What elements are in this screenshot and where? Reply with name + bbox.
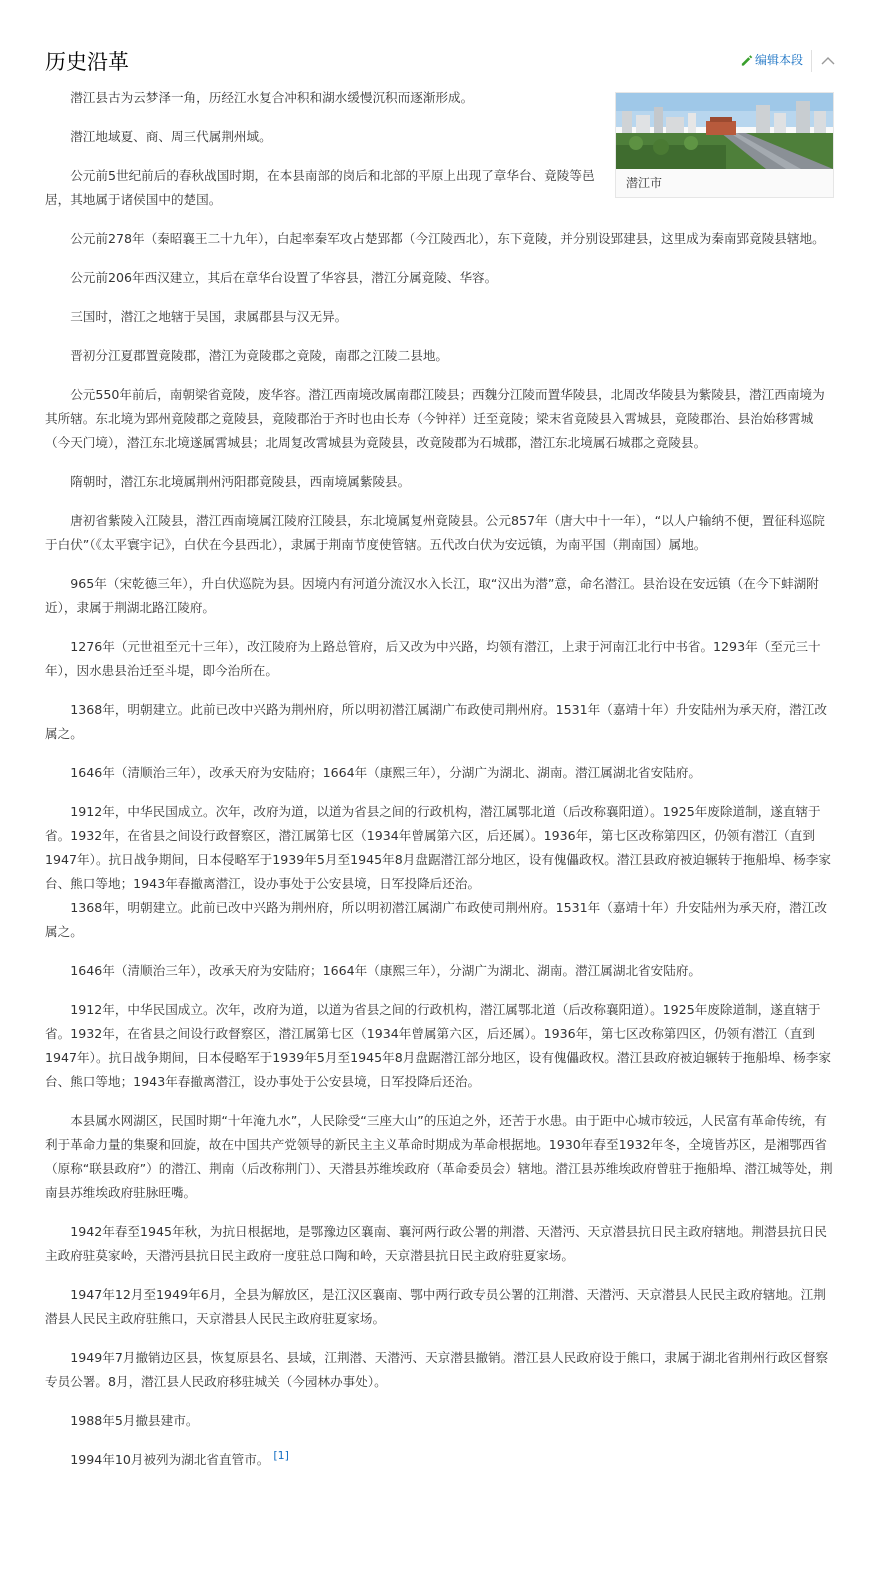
reference-link[interactable]: [1] (273, 1448, 289, 1462)
paragraph: 1368年，明朝建立。此前已改中兴路为荆州府，所以明初潜江属湖广布政使司荆州府。1531年（嘉靖十年）升安陆州为承天府，潜江改属之。 (45, 702, 827, 741)
image-caption[interactable]: 潜江市 (626, 176, 663, 190)
paragraph: 1368年，明朝建立。此前已改中兴路为荆州府，所以明初潜江属湖广布政使司荆州府。1531年（嘉靖十年）升安陆州为承天府，潜江改属之。 (45, 900, 827, 939)
paragraph: 隋朝时，潜江东北境属荆州沔阳郡竟陵县，西南境属紫陵县。 (70, 474, 411, 489)
paragraph: 1947年12月至1949年6月，全县为解放区，是江汉区襄南、鄂中两行政专员公署的江荆潜、天潜沔、天京潜县人民民主政府辖地。江荆潜县人民民主政府驻熊口，天京潜县人民民主政府驻夏家场。 (45, 1287, 826, 1326)
section-title: 历史沿革 (45, 50, 129, 74)
header-divider (811, 50, 812, 72)
paragraph: 公元550年前后，南朝梁省竟陵，废华容。潜江西南境改属南郡江陵县；西魏分江陵而置华陵县，北周改华陵县为紫陵县，潜江西南境为其所辖。东北境为郢州竟陵郡之竟陵县，竟陵郡治于齐时也由长寿（今钟祥）迁至竟陵；梁末省竟陵县入霄城县，竟陵郡治、县治始移霄城（今天门境），潜江东北境遂属霄城县；北周复改霄城县为竟陵县，改竟陵郡为石城郡，潜江东北境属石城郡之竟陵县。 (45, 387, 825, 450)
paragraph-text: 1994年10月被列为湖北省直管市。 (70, 1452, 270, 1467)
paragraph: 965年（宋乾德三年），升白伏巡院为县。因境内有河道分流汉水入长江，取“汉出为潜”意，命名潜江。县治设在安远镇（在今下蚌湖附近），隶属于荆湖北路江陵府。 (45, 576, 819, 615)
paragraph: 1942年春至1945年秋，为抗日根据地，是鄂豫边区襄南、襄河两行政公署的荆潜、天潜沔、天京潜县抗日民主政府辖地。荆潜县抗日民主政府驻莫家岭，天潜沔县抗日民主政府一度驻总口陶和岭，天京潜县抗日民主政府驻夏家场。 (45, 1224, 827, 1263)
edit-section-label: 编辑本段 (754, 53, 803, 67)
paragraph: 公元前278年（秦昭襄王二十九年），白起率秦军攻占楚郢都（今江陵西北），东下竟陵，并分别设郢建县，这里成为秦南郢竟陵县辖地。 (70, 231, 825, 246)
last-paragraph (45, 1448, 837, 1472)
paragraph: 三国时，潜江之地辖于吴国，隶属郡县与汉无异。 (70, 309, 348, 324)
paragraph: 1949年7月撤销边区县，恢复原县名、县域，江荆潜、天潜沔、天京潜县撤销。潜江县人民政府设于熊口，隶属于湖北省荆州行政区督察专员公署。8月，潜江县人民政府移驻城关（今园林办事处）。 (45, 1350, 829, 1389)
chevron-up-icon (819, 52, 837, 70)
paragraph: 1912年，中华民国成立。次年，改府为道，以道为省县之间的行政机构，潜江属鄂北道（后改称襄阳道）。1925年废除道制，遂直辖于省。1932年，在省县之间设行政督察区，潜江属第七区（1934年曾属第六区，后还属）。1936年，第七区改称第四区，仍领有潜江（直到1947年）。抗日战争期间，日本侵略军于1939年5月至1945年8月盘踞潜江部分地区，设有傀儡政权。潜江县政府被迫辗转于拖船埠、杨李家台、熊口等地；1943年春撤离潜江，设办事处于公安县境，日军投降后还治。 (45, 804, 831, 891)
paragraph: 1276年（元世祖至元十三年），改江陵府为上路总管府，后又改为中兴路，均领有潜江，上隶于河南江北行中书省。1293年（至元三十年），因水患县治迁至斗堤，即今治所在。 (45, 639, 821, 678)
paragraph: 1912年，中华民国成立。次年，改府为道，以道为省县之间的行政机构，潜江属鄂北道（后改称襄阳道）。1925年废除道制，遂直辖于省。1932年，在省县之间设行政督察区，潜江属第七区（1934年曾属第六区，后还属）。1936年，第七区改称第四区，仍领有潜江（直到1947年）。抗日战争期间，日本侵略军于1939年5月至1945年8月盘踞潜江部分地区，设有傀儡政权。潜江县政府被迫辗转于拖船埠、杨李家台、熊口等地；1943年春撤离潜江，设办事处于公安县境，日军投降后还治。 (45, 1002, 831, 1089)
paragraph: 晋初分江夏郡置竟陵郡，潜江为竟陵郡之竟陵，南郡之江陵二县地。 (70, 348, 448, 363)
pencil-icon (740, 54, 753, 67)
paragraph: 1988年5月撤县建市。 (70, 1413, 199, 1428)
edit-section-button[interactable] (740, 52, 803, 68)
collapse-button[interactable] (819, 52, 837, 70)
paragraph: 唐初省紫陵入江陵县，潜江西南境属江陵府江陵县，东北境属复州竟陵县。公元857年（唐大中十一年），“以人户输纳不便，置征科巡院于白伏”（《太平寰宇记》，白伏在今县西北），隶属于荆南节度使管辖。五代改白伏为安远镇，为南平国（荆南国）属地。 (45, 513, 825, 552)
paragraph: 潜江地域夏、商、周三代属荆州域。 (70, 129, 272, 144)
paragraph: 公元前206年西汉建立，其后在章华台设置了华容县，潜江分属竟陵、华容。 (70, 270, 498, 285)
paragraph: 1646年（清顺治三年），改承天府为安陆府；1664年（康熙三年），分湖广为湖北、湖南。潜江属湖北省安陆府。 (70, 963, 702, 978)
paragraph: 本县属水网湖区，民国时期“十年淹九水”，人民除受“三座大山”的压迫之外，还苦于水患。由于距中心城市较远，人民富有革命传统，有利于革命力量的集聚和回旋，故在中国共产党领导的新民主主义革命时期成为革命根据地。1930年春至1932年冬，全境皆苏区，是湘鄂西省（原称“联县政府”）的潜江、荆南（后改称荆门）、天潜县苏维埃政府（革命委员会）辖地。潜江县苏维埃政府曾驻于拖船埠、潜江城等处，荆南县苏维埃政府驻脉旺嘴。 (45, 1113, 833, 1200)
paragraph: 潜江县古为云梦泽一角，历经江水复合冲积和湖水缓慢沉积而逐渐形成。 (70, 90, 474, 105)
paragraph: 1646年（清顺治三年），改承天府为安陆府；1664年（康熙三年），分湖广为湖北、湖南。潜江属湖北省安陆府。 (70, 765, 702, 780)
article-body (45, 86, 837, 1487)
section-header (45, 42, 837, 78)
paragraph: 公元前5世纪前后的春秋战国时期，在本县南部的岗后和北部的平原上出现了章华台、竟陵等邑居，其地属于诸侯国中的楚国。 (45, 168, 595, 207)
